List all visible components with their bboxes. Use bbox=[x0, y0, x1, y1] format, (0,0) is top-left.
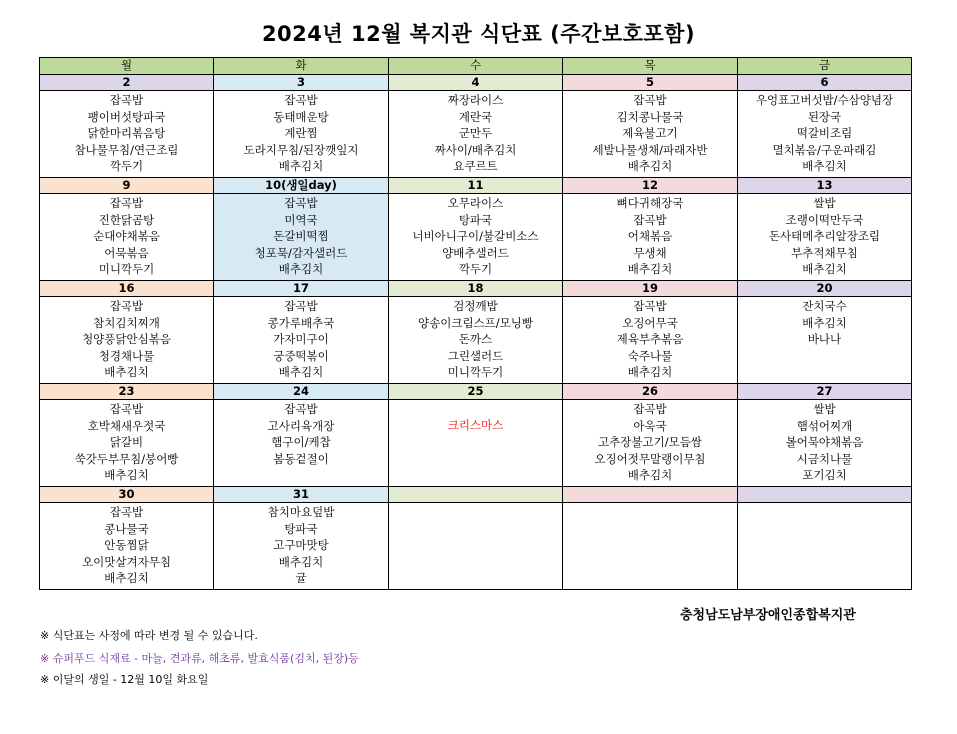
menu-item: 배추김치 bbox=[104, 365, 149, 379]
menu-item: 배추김치 bbox=[278, 365, 324, 379]
menu-item: 청경채나물 bbox=[98, 348, 155, 363]
date-cell: 23 bbox=[40, 384, 214, 400]
menu-item: 고추장불고기/모듬쌈 bbox=[598, 435, 702, 449]
weekday-header: 금 bbox=[738, 58, 912, 75]
date-cell: 18 bbox=[389, 281, 563, 297]
menu-cell bbox=[389, 503, 563, 590]
menu-item: 된장국 bbox=[807, 109, 842, 124]
menu-item: 도라지무침/된장깻잎지 bbox=[243, 142, 359, 157]
menu-item: 귤 bbox=[295, 571, 307, 585]
menu-item: 양배추샐러드 bbox=[442, 245, 509, 260]
menu-item: 참치김치찌개 bbox=[93, 315, 160, 330]
menu-cell bbox=[563, 400, 738, 487]
page-title: 2024년 12월 복지관 식단표 (주간보호포함) bbox=[261, 22, 696, 46]
menu-cell bbox=[389, 297, 563, 384]
menu-item: 배추김치 bbox=[802, 315, 847, 330]
menu-item: 안동찜닭 bbox=[104, 538, 149, 552]
menu-item: 배추김치 bbox=[104, 571, 149, 585]
menu-item: 요쿠르트 bbox=[453, 159, 498, 173]
weekday-header: 월 bbox=[40, 58, 214, 75]
menu-item: 순대야채볶음 bbox=[93, 229, 160, 243]
menu-table bbox=[39, 57, 912, 590]
menu-item: 고사리육개장 bbox=[267, 418, 335, 433]
weekday-header: 목 bbox=[563, 58, 738, 75]
menu-item: 잡곡밥 bbox=[284, 93, 318, 107]
note-birthday: ※ 이달의 생일 - 12월 10일 화요일 bbox=[40, 673, 209, 686]
menu-cell bbox=[389, 400, 563, 487]
menu-cell bbox=[563, 297, 738, 384]
note-change: ※ 식단표는 사정에 따라 변경 될 수 있습니다. bbox=[40, 629, 258, 642]
menu-item: 오징어젓무말랭이무침 bbox=[594, 451, 706, 466]
menu-item: 콩가루배추국 bbox=[267, 315, 335, 330]
menu-item: 쌀밥 bbox=[813, 402, 836, 416]
menu-item: 숙주나물 bbox=[627, 348, 673, 363]
menu-item: 동태매운탕 bbox=[273, 109, 329, 124]
menu-cell bbox=[214, 91, 389, 178]
holiday-label: 크리스마스 bbox=[447, 418, 504, 432]
menu-item: 잡곡밥 bbox=[633, 212, 667, 227]
menu-item: 검정깨밥 bbox=[453, 299, 498, 313]
menu-cell bbox=[738, 297, 912, 384]
date-row bbox=[40, 487, 912, 503]
menu-cell bbox=[738, 194, 912, 281]
menu-cell bbox=[738, 503, 912, 590]
date-cell bbox=[389, 487, 563, 503]
date-cell: 16 bbox=[40, 281, 214, 297]
menu-item: 배추김치 bbox=[278, 159, 324, 173]
menu-item: 참나물무침/연근조림 bbox=[74, 142, 179, 157]
menu-item: 오이맛살겨자무침 bbox=[82, 554, 171, 569]
menu-cell bbox=[563, 91, 738, 178]
menu-cell bbox=[389, 194, 563, 281]
menu-item: 깍두기 bbox=[109, 159, 144, 173]
menu-cell bbox=[563, 194, 738, 281]
menu-item: 김치콩나물국 bbox=[616, 109, 684, 124]
date-cell: 3 bbox=[214, 75, 389, 91]
organization-name: 충청남도남부장애인종합복지관 bbox=[680, 608, 856, 623]
menu-item: 진한닭곰탕 bbox=[98, 212, 155, 227]
menu-item: 청포묵/감자샐러드 bbox=[254, 245, 348, 260]
menu-item: 청양풍닭안심볶음 bbox=[82, 332, 171, 346]
menu-item: 오징어무국 bbox=[622, 315, 678, 330]
menu-cell bbox=[563, 503, 738, 590]
date-cell: 26 bbox=[563, 384, 738, 400]
menu-item: 포기김치 bbox=[802, 468, 847, 482]
menu-item: 시금치나물 bbox=[796, 451, 853, 466]
date-cell: 2 bbox=[40, 75, 214, 91]
menu-item: 호박채새우젓국 bbox=[87, 418, 166, 433]
menu-item: 잔치국수 bbox=[802, 299, 847, 313]
menu-cell bbox=[40, 91, 214, 178]
date-cell: 17 bbox=[214, 281, 389, 297]
menu-item: 햄섞어찌개 bbox=[796, 418, 853, 433]
date-cell: 25 bbox=[389, 384, 563, 400]
menu-item: 참치마요덮밥 bbox=[267, 505, 335, 519]
menu-item: 잡곡밥 bbox=[284, 196, 318, 210]
date-cell: 12 bbox=[563, 178, 738, 194]
menu-item: 잡곡밥 bbox=[109, 196, 144, 210]
menu-item: 조랭이떡만두국 bbox=[785, 212, 864, 227]
menu-item: 깍두기 bbox=[458, 262, 493, 276]
date-cell: 19 bbox=[563, 281, 738, 297]
menu-row bbox=[40, 400, 912, 487]
menu-item: 잡곡밥 bbox=[633, 93, 667, 107]
menu-item: 아욱국 bbox=[633, 418, 667, 433]
menu-item: 제육부추볶음 bbox=[616, 332, 684, 346]
menu-item: 배추김치 bbox=[627, 262, 673, 276]
menu-item: 가자미구이 bbox=[273, 332, 329, 346]
menu-cell bbox=[214, 297, 389, 384]
menu-item: 쑥갓두부무침/붕어빵 bbox=[74, 451, 179, 466]
menu-item: 쌀밥 bbox=[813, 196, 836, 210]
date-cell: 11 bbox=[389, 178, 563, 194]
menu-item: 잡곡밥 bbox=[284, 299, 318, 313]
menu-item: 뼈다귀해장국 bbox=[616, 196, 684, 210]
menu-item: 볼어묵야채볶음 bbox=[785, 435, 864, 449]
weekday-header-row bbox=[40, 58, 912, 75]
menu-item: 너비아니구이/불갈비소스 bbox=[412, 229, 539, 243]
menu-cell bbox=[738, 91, 912, 178]
menu-item: 돈갈비떡찜 bbox=[273, 229, 329, 243]
menu-item: 탕파국 bbox=[458, 212, 493, 227]
menu-cell bbox=[40, 297, 214, 384]
menu-item: 오무라이스 bbox=[447, 196, 504, 210]
date-row bbox=[40, 75, 912, 91]
menu-item: 미니깍두기 bbox=[98, 262, 155, 276]
menu-item: 어채볶음 bbox=[627, 229, 673, 243]
menu-item: 제육불고기 bbox=[622, 126, 678, 140]
menu-item: 계란찜 bbox=[284, 126, 318, 140]
menu-item: 미역국 bbox=[284, 212, 318, 227]
menu-item: 그린샐러드 bbox=[447, 348, 504, 363]
date-cell: 6 bbox=[738, 75, 912, 91]
menu-item: 잡곡밥 bbox=[284, 402, 318, 416]
menu-item: 고구마맛탕 bbox=[273, 538, 329, 552]
menu-item: 돈사태메추리알장조림 bbox=[768, 229, 881, 243]
menu-item: 잡곡밥 bbox=[109, 505, 144, 519]
menu-item: 봄동겉절이 bbox=[273, 451, 329, 466]
menu-item: 짜사이/배추김치 bbox=[434, 142, 517, 157]
menu-item: 배추김치 bbox=[278, 262, 324, 276]
date-cell: 20 bbox=[738, 281, 912, 297]
menu-item: 잡곡밥 bbox=[109, 299, 144, 313]
date-cell: 31 bbox=[214, 487, 389, 503]
weekday-header: 화 bbox=[214, 58, 389, 75]
date-cell bbox=[563, 487, 738, 503]
menu-item: 짜장라이스 bbox=[447, 93, 504, 107]
menu-item: 멸치볶음/구운파래김 bbox=[772, 142, 877, 157]
menu-cell bbox=[40, 503, 214, 590]
menu-item: 궁중떡볶이 bbox=[273, 348, 329, 363]
menu-item: 탕파국 bbox=[284, 521, 318, 536]
menu-item: 세발나물생채/파래자반 bbox=[592, 142, 708, 157]
menu-item: 바나나 bbox=[807, 332, 842, 346]
menu-item: 배추김치 bbox=[627, 159, 673, 173]
menu-item: 계란국 bbox=[458, 109, 493, 124]
menu-cell bbox=[40, 194, 214, 281]
menu-item: 부추적채무침 bbox=[791, 245, 858, 260]
menu-item: 배추김치 bbox=[627, 468, 673, 482]
date-row bbox=[40, 281, 912, 297]
date-cell: 9 bbox=[40, 178, 214, 194]
menu-item: 어묵볶음 bbox=[104, 245, 149, 260]
menu-row bbox=[40, 91, 912, 178]
date-cell: 10(생일day) bbox=[214, 178, 389, 194]
date-cell: 24 bbox=[214, 384, 389, 400]
menu-item: 잡곡밥 bbox=[633, 299, 667, 313]
date-row bbox=[40, 178, 912, 194]
date-cell: 30 bbox=[40, 487, 214, 503]
menu-row bbox=[40, 194, 912, 281]
note-superfood: ※ 슈퍼푸드 식재료 - 마늘, 견과류, 해초류, 발효식품(김치, 된장)등 bbox=[40, 652, 359, 665]
menu-item: 배추김치 bbox=[278, 554, 324, 569]
menu-cell bbox=[214, 503, 389, 590]
menu-item: 떡갈비조림 bbox=[796, 126, 853, 140]
date-cell: 4 bbox=[389, 75, 563, 91]
menu-item: 팽이버섯탕파국 bbox=[87, 109, 166, 124]
date-cell bbox=[738, 487, 912, 503]
menu-item: 돈까스 bbox=[458, 332, 493, 346]
menu-row bbox=[40, 503, 912, 590]
date-cell: 5 bbox=[563, 75, 738, 91]
date-row bbox=[40, 384, 912, 400]
menu-cell bbox=[389, 91, 563, 178]
menu-item: 닭한마리볶음탕 bbox=[87, 126, 166, 140]
weekday-header: 수 bbox=[389, 58, 563, 75]
menu-item: 잡곡밥 bbox=[633, 402, 667, 416]
menu-cell bbox=[40, 400, 214, 487]
menu-item: 군만두 bbox=[458, 126, 493, 140]
menu-row bbox=[40, 297, 912, 384]
menu-item: 배추김치 bbox=[104, 468, 149, 482]
date-cell: 27 bbox=[738, 384, 912, 400]
date-cell: 13 bbox=[738, 178, 912, 194]
menu-item: 햄구이/케찹 bbox=[271, 435, 331, 449]
menu-cell bbox=[214, 194, 389, 281]
menu-item: 잡곡밥 bbox=[109, 402, 144, 416]
menu-item: 미니깍두기 bbox=[447, 365, 504, 379]
menu-item: 양송이크림스프/모닝빵 bbox=[418, 315, 533, 330]
menu-cell bbox=[214, 400, 389, 487]
menu-item: 배추김치 bbox=[802, 159, 847, 173]
menu-cell bbox=[738, 400, 912, 487]
menu-item: 닭갈비 bbox=[109, 435, 144, 449]
menu-item: 배추김치 bbox=[802, 262, 847, 276]
menu-item: 무생채 bbox=[633, 245, 667, 260]
menu-item: 배추김치 bbox=[627, 365, 673, 379]
menu-item: 우엉표고버섯밥/수삼양념장 bbox=[755, 93, 894, 107]
menu-item: 잡곡밥 bbox=[109, 93, 144, 107]
menu-item: 콩나물국 bbox=[104, 521, 149, 536]
